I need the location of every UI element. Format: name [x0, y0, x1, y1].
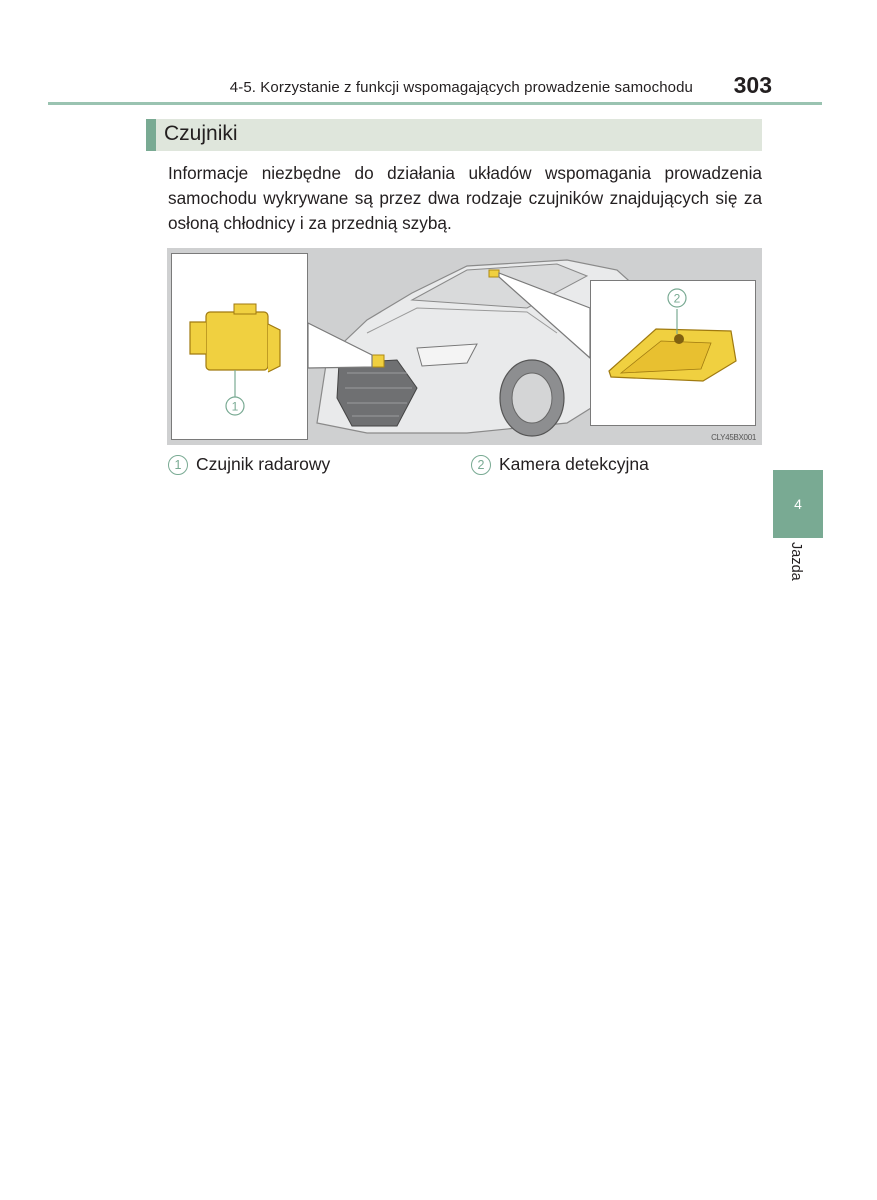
legend-number-1: 1: [168, 455, 188, 475]
camera-sensor-drawing: [591, 281, 754, 424]
figure-code: CLY45BX001: [711, 433, 756, 442]
callout-1-number: 1: [231, 399, 239, 414]
legend-label-radar: Czujnik radarowy: [196, 454, 331, 474]
legend-number-2: 2: [471, 455, 491, 475]
radar-sensor-bracket-left: [190, 322, 206, 354]
camera-sensor-inset: [590, 280, 756, 426]
intro-paragraph: Informacje niezbędne do działania układów wspomagania prowadzenia samochodu wykrywane są przez dwa rodzaje czujników znajdujących się za osłoną chłodnicy i za przednią szybą.: [168, 163, 762, 233]
section-title: Czujniki: [164, 122, 238, 145]
chapter-tab[interactable]: [773, 470, 823, 538]
camera-lens: [674, 334, 684, 344]
chapter-title: 4-5. Korzystanie z funkcji wspomagających prowadzenie samochodu: [229, 79, 693, 96]
legend-item-radar: [168, 454, 330, 475]
section-heading-bar: [146, 119, 762, 151]
car-wheel-rim: [512, 373, 552, 423]
sensor-location-figure: [167, 248, 762, 445]
radar-sensor-bracket-right: [268, 324, 280, 372]
callout-2-number: 2: [673, 291, 681, 306]
section-accent-marker: [146, 119, 156, 151]
page-number: 303: [733, 72, 772, 98]
legend-label-camera: Kamera detekcyjna: [499, 454, 649, 474]
chapter-tab-label: Jazda: [788, 542, 804, 581]
header-divider: [48, 102, 822, 105]
chapter-tab-number: 4: [794, 496, 802, 512]
camera-sensor-marker: [489, 270, 499, 277]
radar-sensor-drawing: [172, 254, 306, 438]
radar-sensor-inset: [171, 253, 308, 440]
legend-item-camera: [471, 454, 649, 475]
radar-sensor-body: [206, 312, 268, 370]
radar-sensor-mount: [234, 304, 256, 314]
